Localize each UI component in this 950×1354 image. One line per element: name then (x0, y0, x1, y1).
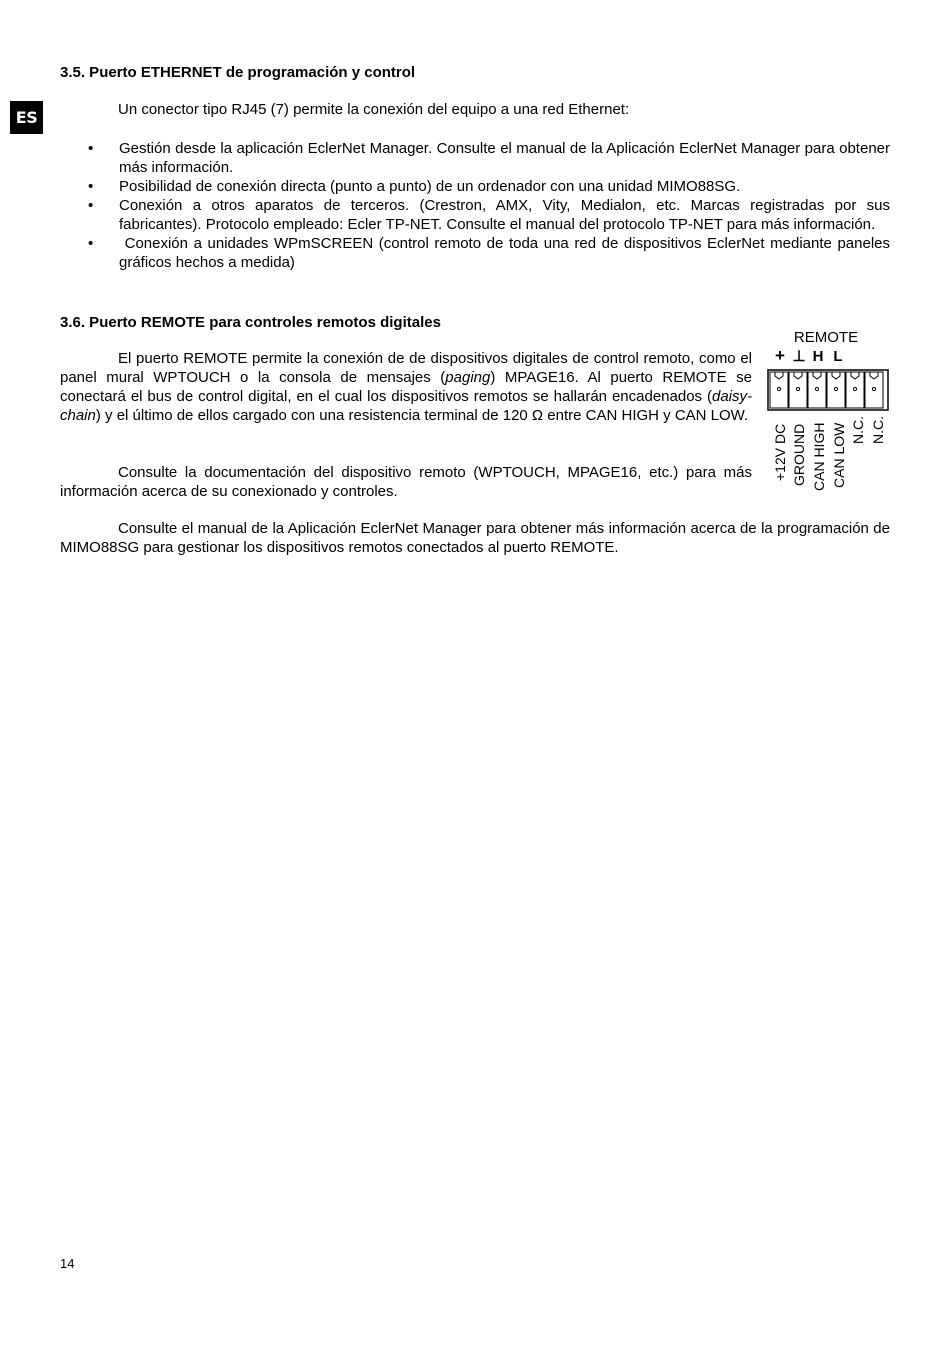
symbol-ground: ⊥ (792, 348, 806, 365)
symbol-plus: + (775, 346, 785, 365)
section-heading-remote: 3.6. Puerto REMOTE para controles remotos digitales (60, 314, 441, 331)
language-tab: ES (10, 101, 43, 134)
bullet-icon: • (88, 235, 94, 252)
connector-title: REMOTE (793, 329, 859, 346)
remote-paragraph-3: Consulte el manual de la Aplicación EclerNet Manager para obtener más información acerca de la programación de MIMO88SG para gestionar los dispositivos remotos conectados al puerto REMOTE. (60, 520, 890, 556)
pin-label: N.C. (850, 416, 866, 444)
bullet-icon: • (88, 178, 94, 195)
symbol-high: H (812, 348, 824, 365)
list-item: • Posibilidad de conexión directa (punto a punto) de un ordenador con una unidad MIMO88SG. (88, 178, 741, 195)
list-item: • Gestión desde la aplicación EclerNet Manager. Consulte el manual de la Aplicación EclerNet Manager para obtener más información. (88, 140, 890, 176)
list-item: • Conexión a unidades WPmSCREEN (control remoto de toda una red de dispositivos EclerNet mediante paneles gráficos hechos a medida) (88, 235, 895, 271)
remote-connector-diagram (764, 326, 894, 491)
bullet-icon: • (88, 140, 94, 157)
pin-label: GROUND (791, 423, 807, 486)
section-heading-ethernet: 3.5. Puerto ETHERNET de programación y control (60, 64, 416, 81)
ethernet-intro: Un conector tipo RJ45 (7) permite la conexión del equipo a una red Ethernet: (118, 101, 630, 118)
remote-paragraph-1: El puerto REMOTE permite la conexión de de dispositivos digitales de control remoto, como el panel mural WPTOUCH o la consola de mensajes (paging) MPAGE16. Al puerto REMOTE se conectará el bus de control digital, en el cual los dispositivos remotos se hallarán encadenados (daisy-chain) y el último de ellos cargado con una resistencia terminal de 120 Ω entre CAN HIGH y CAN LOW. (60, 350, 752, 424)
pin-label: CAN HIGH (811, 422, 827, 491)
pin-label: N.C. (870, 416, 886, 444)
pin-label: +12V DC (772, 423, 788, 481)
page-number: 14 (60, 1256, 75, 1271)
pin-label: CAN LOW (831, 422, 847, 488)
terminal-block (768, 370, 888, 410)
symbol-low: L (833, 348, 843, 365)
bullet-icon: • (88, 197, 94, 214)
list-item: • Conexión a otros aparatos de terceros. (Crestron, AMX, Vity, Medialon, etc. Marcas registradas por sus fabricantes). Protocolo empleado: Ecler TP-NET. Consulte el manual del protocolo TP-NET para más información. (88, 197, 890, 233)
ethernet-bullet-list (60, 139, 895, 272)
remote-paragraph-2: Consulte la documentación del dispositivo remoto (WPTOUCH, MPAGE16, etc.) para más información acerca de su conexionado y controles. (60, 464, 752, 500)
